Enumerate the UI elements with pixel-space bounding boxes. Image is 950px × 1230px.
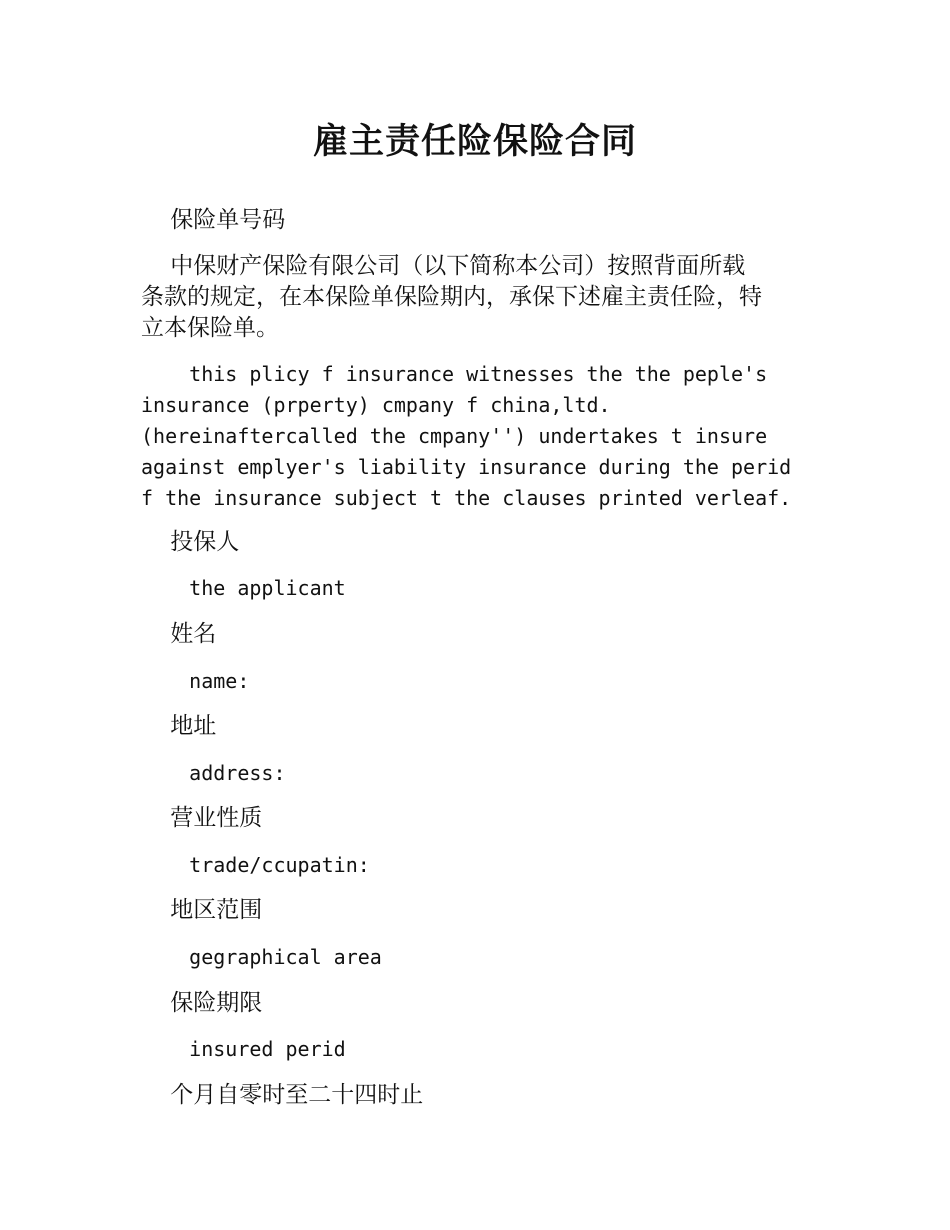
intro-paragraph-english: this plicy f insurance witnesses the the peple's insurance (prperty) cmpany f china,ltd. (hereinaftercalled the cmpany'') undertakes t insure against emplyer's liability insurance during the perid f the insurance subject t the clauses printed verleaf. bbox=[141, 362, 792, 510]
months-line-chinese: 个月自零时至二十四时止 bbox=[141, 1082, 424, 1108]
area-label-chinese: 地区范围 bbox=[141, 897, 263, 923]
trade-label-english: trade/ccupatin: bbox=[141, 853, 370, 877]
document-title: 雇主责任险保险合同 bbox=[312, 122, 637, 162]
intro-paragraph-chinese: 中保财产保险有限公司（以下简称本公司）按照背面所载 条款的规定，在本保险单保险期内，承保下述雇主责任险，特 立本保险单。 bbox=[141, 253, 762, 341]
period-label-english: insured perid bbox=[141, 1037, 346, 1061]
period-label-chinese: 保险期限 bbox=[141, 990, 263, 1016]
address-label-chinese: 地址 bbox=[141, 713, 217, 739]
name-label-english: name: bbox=[141, 669, 250, 693]
applicant-label-chinese: 投保人 bbox=[141, 529, 240, 555]
area-label-english: gegraphical area bbox=[141, 945, 382, 969]
address-label-english: address: bbox=[141, 761, 286, 785]
name-label-chinese: 姓名 bbox=[141, 621, 217, 647]
trade-label-chinese: 营业性质 bbox=[141, 805, 263, 831]
applicant-label-english: the applicant bbox=[141, 576, 346, 600]
policy-number-label: 保险单号码 bbox=[141, 207, 286, 233]
